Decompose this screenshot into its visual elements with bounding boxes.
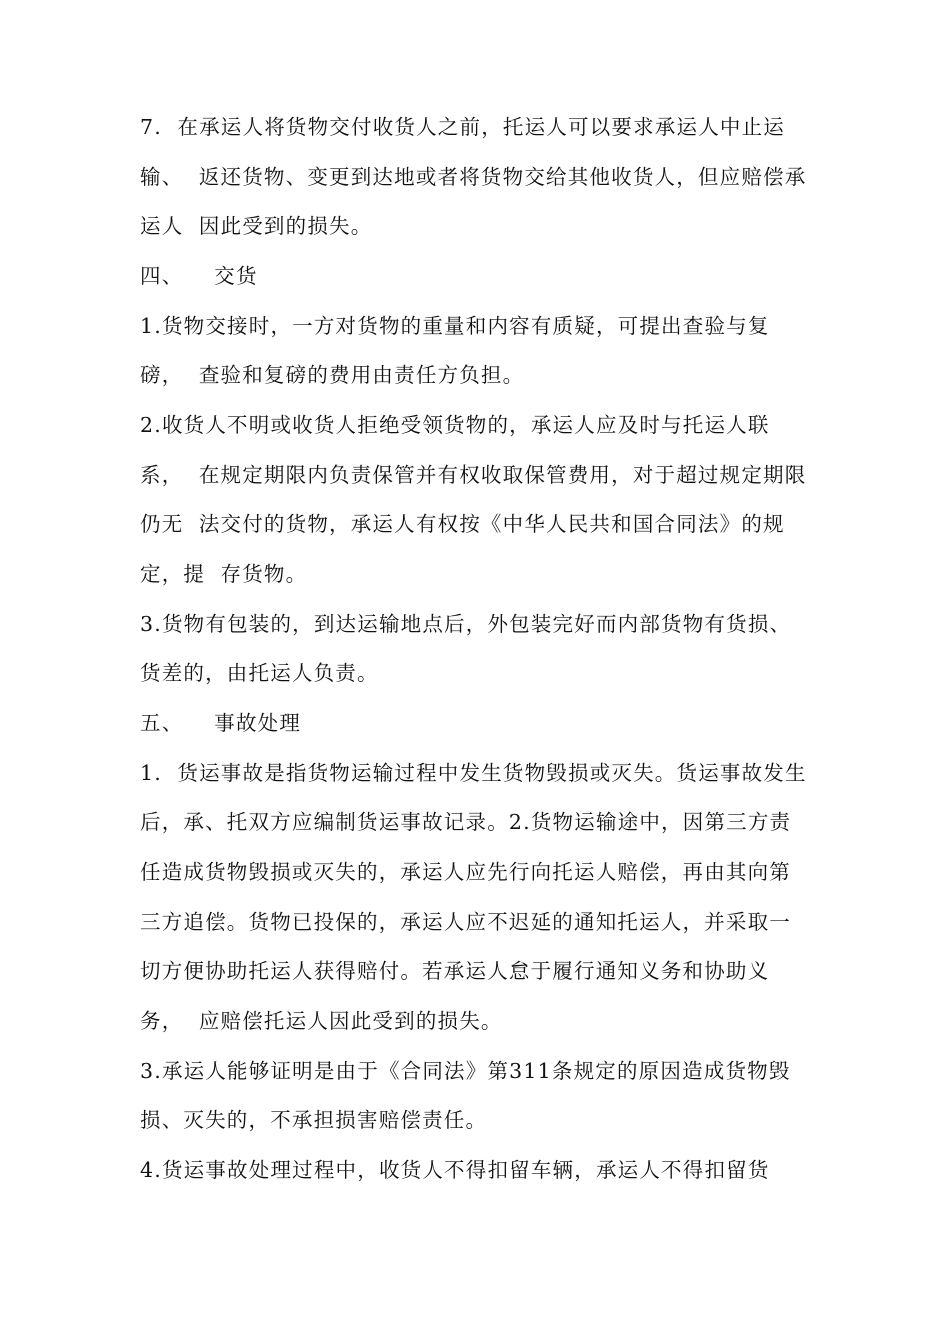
text-line: 系， 在规定期限内负责保管并有权收取保管费用，对于超过规定期限 bbox=[140, 463, 807, 487]
text-line: 1.货物交接时，一方对货物的重量和内容有质疑，可提出查验与复 bbox=[140, 314, 770, 338]
section-heading: 四、 交货 bbox=[140, 264, 258, 288]
text-line: 务， 应赔偿托运人因此受到的损失。 bbox=[140, 1009, 503, 1033]
text-line: 任造成货物毁损或灭失的，承运人应先行向托运人赔偿，再由其向第 bbox=[140, 860, 791, 884]
text-line: 3.承运人能够证明是由于《合同法》第311条规定的原因造成货物毁 bbox=[140, 1059, 791, 1083]
text-line: 4.货运事故处理过程中，收货人不得扣留车辆，承运人不得扣留货 bbox=[140, 1158, 770, 1182]
text-line: 仍无 法交付的货物，承运人有权按《中华人民共和国合同法》的规 bbox=[140, 512, 785, 536]
text-line: 后，承、托双方应编制货运事故记录。2.货物运输途中，因第三方责 bbox=[140, 810, 792, 834]
text-line: 1. 货运事故是指货物运输过程中发生货物毁损或灭失。货运事故发生 bbox=[140, 761, 807, 785]
text-line: 损、灭失的，不承担损害赔偿责任。 bbox=[140, 1108, 488, 1132]
text-line: 定，提 存货物。 bbox=[140, 562, 308, 586]
text-line: 货差的，由托运人负责。 bbox=[140, 661, 379, 685]
text-line: 2.收货人不明或收货人拒绝受领货物的，承运人应及时与托运人联 bbox=[140, 413, 770, 437]
text-line: 7. 在承运人将货物交付收货人之前，托运人可以要求承运人中止运 bbox=[140, 115, 785, 139]
text-line: 3.货物有包装的，到达运输地点后，外包装完好而内部货物有货损、 bbox=[140, 612, 792, 636]
section-heading: 五、 事故处理 bbox=[140, 711, 302, 735]
text-line: 切方便协助托运人获得赔付。若承运人怠于履行通知义务和协助义 bbox=[140, 959, 770, 983]
text-line: 磅， 查验和复磅的费用由责任方负担。 bbox=[140, 363, 525, 387]
text-line: 三方追偿。货物已投保的，承运人应不迟延的通知托运人，并采取一 bbox=[140, 910, 791, 934]
text-line: 运人 因此受到的损失。 bbox=[140, 214, 373, 238]
text-line: 输、 返还货物、变更到达地或者将货物交给其他收货人，但应赔偿承 bbox=[140, 165, 807, 189]
